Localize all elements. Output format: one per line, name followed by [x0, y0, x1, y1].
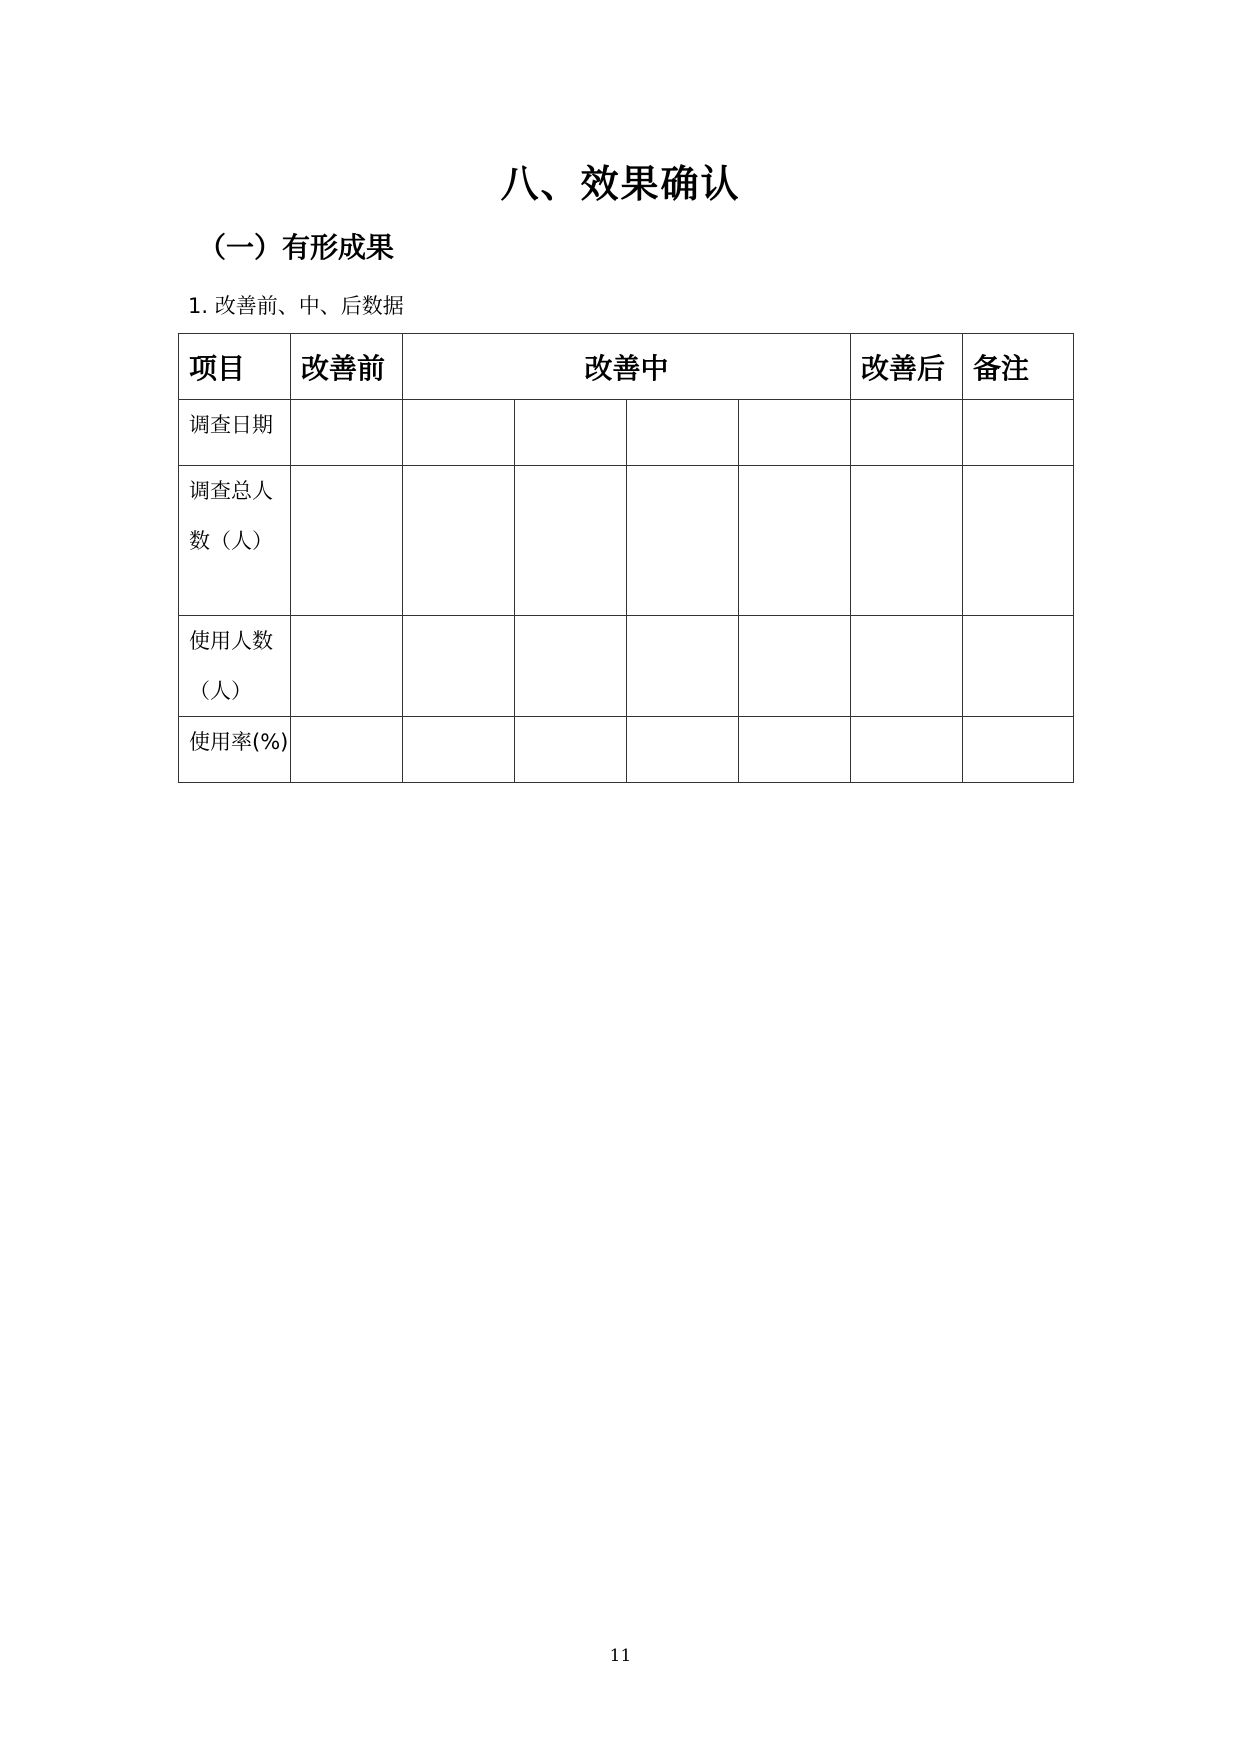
table-cell — [515, 466, 627, 616]
row-label-usage-rate: 使用率(%) — [179, 717, 291, 783]
page-title: 八、效果确认 — [500, 161, 741, 206]
sub-heading: 1. 改善前、中、后数据 — [188, 294, 404, 318]
table-cell — [627, 466, 739, 616]
table-cell — [739, 466, 851, 616]
table-cell — [627, 717, 739, 783]
table-cell — [963, 466, 1074, 616]
table-cell — [963, 717, 1074, 783]
table-cell — [739, 717, 851, 783]
data-table — [178, 333, 1074, 783]
table-row — [179, 717, 1074, 783]
table-cell — [963, 616, 1074, 717]
table-cell — [291, 717, 403, 783]
page-number: 11 — [609, 1646, 632, 1666]
table-cell — [851, 466, 963, 616]
section-heading: （一）有形成果 — [198, 231, 395, 264]
table-row — [179, 616, 1074, 717]
table-row — [179, 400, 1074, 466]
table-cell — [851, 400, 963, 466]
table-cell — [627, 400, 739, 466]
table-cell — [739, 616, 851, 717]
row-label-survey-date: 调查日期 — [179, 400, 291, 466]
table-cell — [515, 616, 627, 717]
header-after: 改善后 — [851, 334, 963, 400]
table-header-row — [179, 334, 1074, 400]
table-cell — [739, 400, 851, 466]
header-during: 改善中 — [403, 334, 851, 400]
table-cell — [403, 400, 515, 466]
table-cell — [291, 616, 403, 717]
table-cell — [515, 400, 627, 466]
table-cell — [403, 466, 515, 616]
table-cell — [291, 400, 403, 466]
header-note: 备注 — [963, 334, 1074, 400]
table-cell — [851, 616, 963, 717]
table-cell — [403, 717, 515, 783]
table-cell — [515, 717, 627, 783]
header-before: 改善前 — [291, 334, 403, 400]
table-row — [179, 466, 1074, 616]
table-cell — [963, 400, 1074, 466]
table-cell — [627, 616, 739, 717]
header-item: 项目 — [179, 334, 291, 400]
row-label-users: 使用人数（人） — [179, 616, 291, 717]
table-cell — [403, 616, 515, 717]
row-label-total-surveyed: 调查总人数（人） — [179, 466, 291, 616]
table-cell — [851, 717, 963, 783]
table-cell — [291, 466, 403, 616]
